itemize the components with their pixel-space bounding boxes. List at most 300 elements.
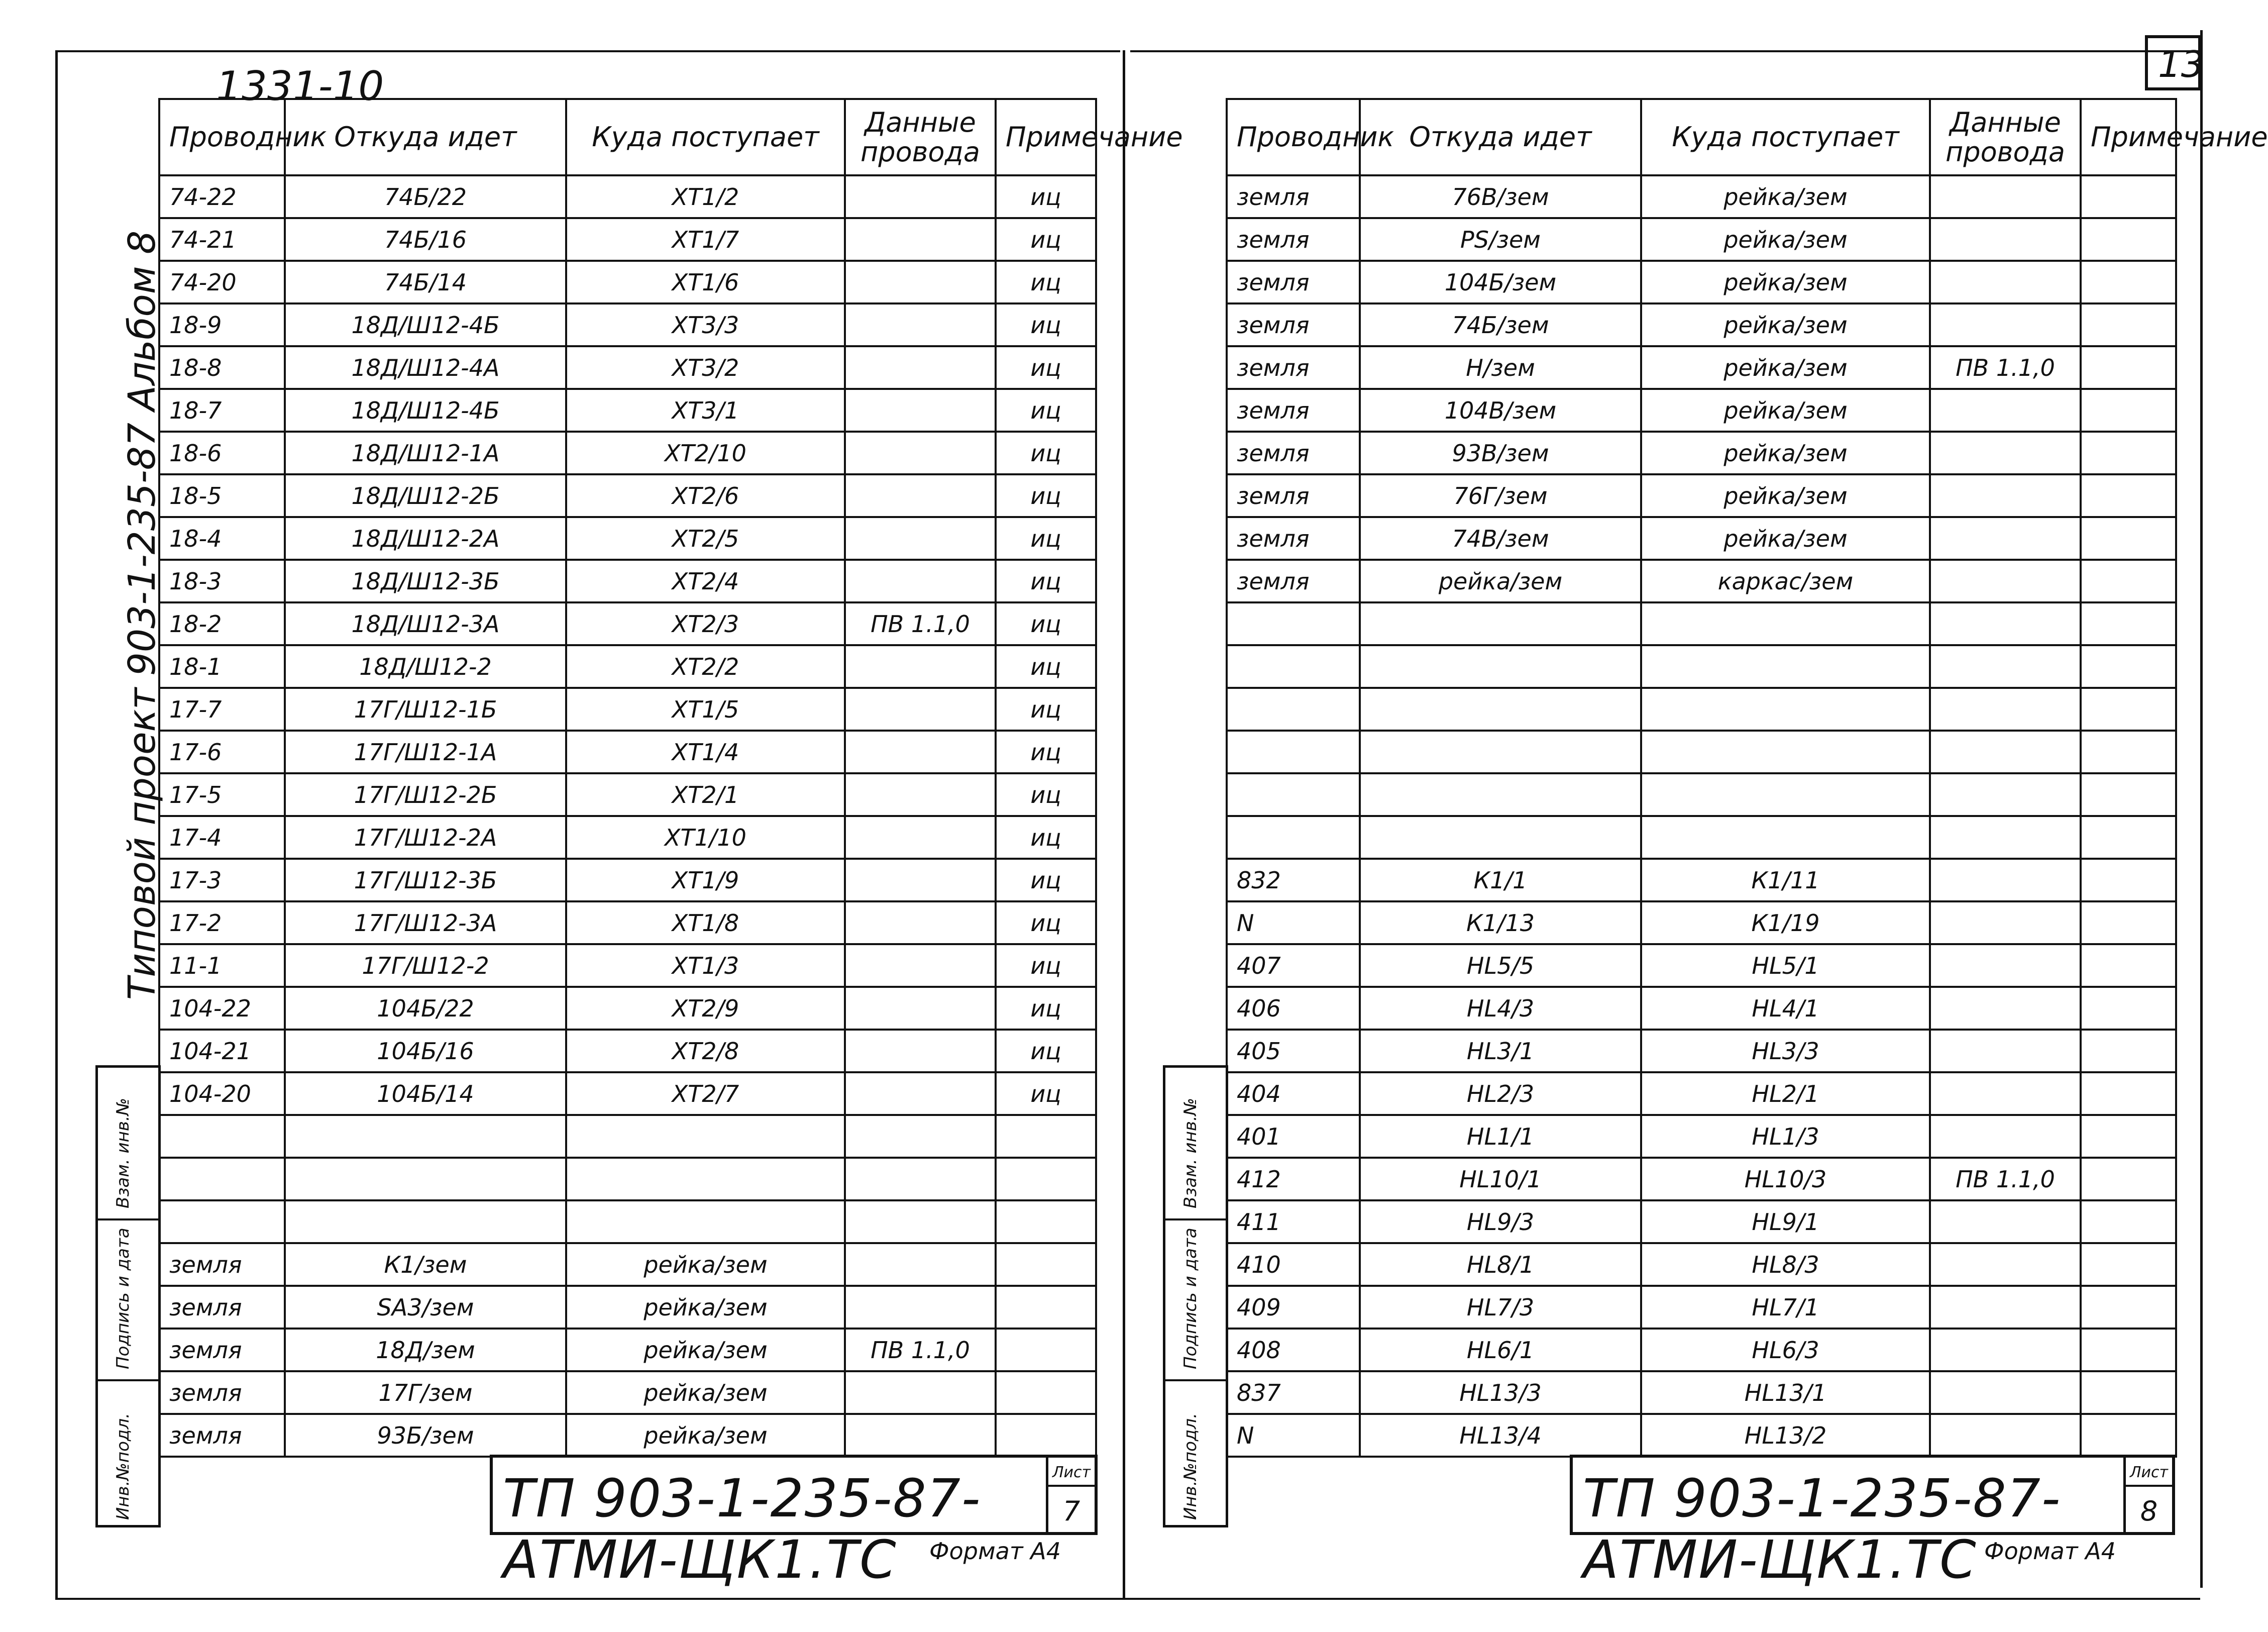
header-conductor: Проводник xyxy=(1227,99,1360,175)
side-title: Типовой проект 903-1-235-87 Альбом 8 xyxy=(121,230,164,1000)
table-row xyxy=(159,1030,1096,1072)
to-cell: XT1/3 xyxy=(566,944,845,987)
from-cell: 17Г/Ш12-3Б xyxy=(285,859,566,901)
to-cell: HL8/3 xyxy=(1641,1243,1930,1286)
conductor-cell: земля xyxy=(1227,218,1360,261)
wire-cell xyxy=(845,346,996,389)
conductor-cell: земля xyxy=(1227,346,1360,389)
from-cell: 74Б/22 xyxy=(285,175,566,218)
conductor-cell: земля xyxy=(1227,474,1360,517)
table-row xyxy=(159,1329,1096,1371)
note-cell xyxy=(996,1286,1096,1329)
to-cell: рейка/зем xyxy=(1641,303,1930,346)
wire-cell xyxy=(1930,1329,2081,1371)
conductor-cell xyxy=(1227,602,1360,645)
table-row xyxy=(159,346,1096,389)
to-cell: XT3/1 xyxy=(566,389,845,432)
left-stamp-code: ТП 903-1-235-87-АТМИ-ЩК1.ТС xyxy=(503,1468,982,1590)
from-cell: 104Б/22 xyxy=(285,987,566,1030)
table-row xyxy=(159,1115,1096,1158)
note-cell xyxy=(2081,517,2176,560)
from-cell: HL13/4 xyxy=(1360,1414,1641,1457)
conductor-cell: 104-21 xyxy=(159,1030,285,1072)
note-cell: иц xyxy=(996,303,1096,346)
to-cell: HL1/3 xyxy=(1641,1115,1930,1158)
from-cell: 18Д/Ш12-2А xyxy=(285,517,566,560)
table-row xyxy=(1227,731,2176,773)
wire-cell xyxy=(845,1200,996,1243)
to-cell: XT3/3 xyxy=(566,303,845,346)
wire-cell xyxy=(845,261,996,303)
table-row xyxy=(1227,474,2176,517)
table-row xyxy=(159,688,1096,731)
right-sheet-right-border xyxy=(2200,30,2203,1588)
wire-cell: ПВ 1.1,0 xyxy=(845,602,996,645)
from-cell xyxy=(1360,773,1641,816)
conductor-cell: 17-2 xyxy=(159,901,285,944)
side-stamp-inv-label: Инв.№подл. xyxy=(113,1413,133,1520)
right-sheet-cell xyxy=(2123,1458,2172,1532)
wire-cell xyxy=(1930,901,2081,944)
wire-cell xyxy=(1930,1286,2081,1329)
left-side-stamp xyxy=(95,1065,161,1527)
note-cell xyxy=(2081,261,2176,303)
to-cell: HL5/1 xyxy=(1641,944,1930,987)
from-cell: К1/зем xyxy=(285,1243,566,1286)
note-cell xyxy=(996,1371,1096,1414)
note-cell xyxy=(2081,645,2176,688)
to-cell: XT2/7 xyxy=(566,1072,845,1115)
conductor-cell xyxy=(1227,773,1360,816)
note-cell: иц xyxy=(996,1072,1096,1115)
wire-cell xyxy=(1930,1072,2081,1115)
from-cell xyxy=(285,1158,566,1200)
conductor-cell: 74-22 xyxy=(159,175,285,218)
to-cell: XT2/6 xyxy=(566,474,845,517)
table-row xyxy=(1227,346,2176,389)
wire-cell xyxy=(1930,773,2081,816)
wire-cell xyxy=(845,560,996,602)
to-cell: HL6/3 xyxy=(1641,1329,1930,1371)
left-sheet-cell xyxy=(1046,1458,1095,1532)
table-row xyxy=(159,517,1096,560)
from-cell: 104Б/16 xyxy=(285,1030,566,1072)
conductor-cell: земля xyxy=(159,1329,285,1371)
conductor-cell: земля xyxy=(1227,261,1360,303)
table-row xyxy=(159,560,1096,602)
conductor-cell: 18-4 xyxy=(159,517,285,560)
right-stamp-code: ТП 903-1-235-87-АТМИ-ЩК1.ТС xyxy=(1583,1468,2062,1590)
from-cell: К1/13 xyxy=(1360,901,1641,944)
to-cell xyxy=(1641,773,1930,816)
to-cell: XT2/2 xyxy=(566,645,845,688)
note-cell xyxy=(2081,175,2176,218)
note-cell xyxy=(2081,816,2176,859)
conductor-cell: 17-3 xyxy=(159,859,285,901)
table-row xyxy=(1227,218,2176,261)
sheet-bottom-border xyxy=(55,1598,2200,1600)
conductor-cell: земля xyxy=(1227,175,1360,218)
wire-cell xyxy=(1930,389,2081,432)
wire-cell xyxy=(845,1371,996,1414)
table-row xyxy=(1227,560,2176,602)
from-cell: 74Б/14 xyxy=(285,261,566,303)
table-row xyxy=(1227,688,2176,731)
table-row xyxy=(159,389,1096,432)
note-cell xyxy=(2081,944,2176,987)
to-cell: HL13/2 xyxy=(1641,1414,1930,1457)
wire-cell xyxy=(1930,560,2081,602)
from-cell: HL3/1 xyxy=(1360,1030,1641,1072)
table-row xyxy=(1227,1115,2176,1158)
wire-cell xyxy=(845,859,996,901)
note-cell xyxy=(2081,901,2176,944)
from-cell: HL8/1 xyxy=(1360,1243,1641,1286)
wire-cell: ПВ 1.1,0 xyxy=(1930,1158,2081,1200)
from-cell: 17Г/Ш12-1Б xyxy=(285,688,566,731)
from-cell: 76Г/зем xyxy=(1360,474,1641,517)
wire-cell xyxy=(845,901,996,944)
wire-cell xyxy=(1930,859,2081,901)
note-cell: иц xyxy=(996,560,1096,602)
right-side-stamp xyxy=(1163,1065,1228,1527)
conductor-cell: земля xyxy=(1227,389,1360,432)
conductor-cell: N xyxy=(1227,1414,1360,1457)
left-sheet-label: Лист xyxy=(1048,1461,1095,1487)
right-sheet-number: 8 xyxy=(2140,1495,2158,1527)
to-cell: рейка/зем xyxy=(1641,432,1930,474)
note-cell xyxy=(2081,1286,2176,1329)
to-cell: XT2/4 xyxy=(566,560,845,602)
document-number: 1331-10 xyxy=(216,63,384,110)
note-cell: иц xyxy=(996,517,1096,560)
left-format-label: Формат А4 xyxy=(929,1538,1061,1565)
table-row xyxy=(1227,816,2176,859)
table-row xyxy=(159,944,1096,987)
from-cell: 104В/зем xyxy=(1360,389,1641,432)
to-cell: XT1/4 xyxy=(566,731,845,773)
to-cell: HL4/1 xyxy=(1641,987,1930,1030)
table-row xyxy=(1227,773,2176,816)
from-cell xyxy=(1360,602,1641,645)
from-cell: 93Б/зем xyxy=(285,1414,566,1457)
note-cell xyxy=(2081,859,2176,901)
note-cell xyxy=(2081,560,2176,602)
from-cell: 17Г/зем xyxy=(285,1371,566,1414)
wire-cell xyxy=(845,432,996,474)
from-cell: HL4/3 xyxy=(1360,987,1641,1030)
wire-cell xyxy=(1930,218,2081,261)
wire-cell xyxy=(1930,645,2081,688)
from-cell: SA3/зем xyxy=(285,1286,566,1329)
to-cell xyxy=(1641,602,1930,645)
note-cell xyxy=(2081,1158,2176,1200)
left-table-header xyxy=(159,99,1096,175)
wire-cell xyxy=(1930,987,2081,1030)
note-cell: иц xyxy=(996,346,1096,389)
to-cell: рейка/зем xyxy=(566,1243,845,1286)
conductor-cell: 404 xyxy=(1227,1072,1360,1115)
left-sheet-left-border xyxy=(55,50,58,1598)
note-cell xyxy=(2081,773,2176,816)
conductor-cell: 18-7 xyxy=(159,389,285,432)
conductor-cell: 104-22 xyxy=(159,987,285,1030)
from-cell xyxy=(1360,645,1641,688)
to-cell: XT1/7 xyxy=(566,218,845,261)
wire-cell xyxy=(1930,261,2081,303)
note-cell xyxy=(2081,389,2176,432)
to-cell: HL2/1 xyxy=(1641,1072,1930,1115)
wire-cell xyxy=(1930,1243,2081,1286)
to-cell xyxy=(1641,688,1930,731)
table-row xyxy=(159,1371,1096,1414)
note-cell: иц xyxy=(996,175,1096,218)
right-sheet-top-border xyxy=(1130,50,2200,52)
to-cell: рейка/зем xyxy=(566,1329,845,1371)
from-cell: HL7/3 xyxy=(1360,1286,1641,1329)
right-wiring-table xyxy=(1226,98,2268,1458)
wire-cell xyxy=(845,688,996,731)
note-cell: иц xyxy=(996,859,1096,901)
to-cell xyxy=(566,1115,845,1158)
to-cell: XT1/9 xyxy=(566,859,845,901)
to-cell: рейка/зем xyxy=(1641,346,1930,389)
to-cell: рейка/зем xyxy=(1641,474,1930,517)
conductor-cell: 18-3 xyxy=(159,560,285,602)
table-row xyxy=(159,432,1096,474)
conductor-cell: 18-8 xyxy=(159,346,285,389)
conductor-cell: 17-5 xyxy=(159,773,285,816)
conductor-cell: 409 xyxy=(1227,1286,1360,1329)
wire-cell xyxy=(1930,1030,2081,1072)
conductor-cell xyxy=(1227,645,1360,688)
note-cell xyxy=(2081,1414,2176,1457)
wire-cell xyxy=(1930,1371,2081,1414)
from-cell xyxy=(285,1200,566,1243)
wire-cell xyxy=(845,474,996,517)
table-row xyxy=(159,731,1096,773)
conductor-cell: 18-1 xyxy=(159,645,285,688)
conductor-cell: 11-1 xyxy=(159,944,285,987)
conductor-cell: 17-6 xyxy=(159,731,285,773)
table-row xyxy=(1227,901,2176,944)
table-row xyxy=(159,1158,1096,1200)
note-cell: иц xyxy=(996,261,1096,303)
wire-cell xyxy=(1930,1115,2081,1158)
table-row xyxy=(1227,517,2176,560)
from-cell: 18Д/Ш12-1А xyxy=(285,432,566,474)
note-cell: иц xyxy=(996,688,1096,731)
from-cell: 17Г/Ш12-1А xyxy=(285,731,566,773)
from-cell: 18Д/Ш12-3А xyxy=(285,602,566,645)
header-note: Примечание xyxy=(996,99,1096,175)
to-cell xyxy=(1641,645,1930,688)
note-cell xyxy=(996,1243,1096,1286)
to-cell: К1/19 xyxy=(1641,901,1930,944)
from-cell: HL6/1 xyxy=(1360,1329,1641,1371)
left-sheet-number: 7 xyxy=(1062,1495,1081,1527)
wire-cell xyxy=(845,1030,996,1072)
wire-cell xyxy=(1930,944,2081,987)
from-cell: HL13/3 xyxy=(1360,1371,1641,1414)
table-row xyxy=(1227,1371,2176,1414)
conductor-cell: земля xyxy=(1227,517,1360,560)
note-cell xyxy=(996,1158,1096,1200)
conductor-cell: 74-20 xyxy=(159,261,285,303)
table-row xyxy=(159,602,1096,645)
conductor-cell xyxy=(1227,731,1360,773)
table-row xyxy=(1227,261,2176,303)
table-row xyxy=(1227,859,2176,901)
wire-cell xyxy=(845,1414,996,1457)
wire-cell xyxy=(845,389,996,432)
to-cell: XT2/9 xyxy=(566,987,845,1030)
table-row xyxy=(159,901,1096,944)
note-cell xyxy=(2081,987,2176,1030)
table-row xyxy=(1227,303,2176,346)
wire-cell xyxy=(1930,1414,2081,1457)
to-cell: XT1/2 xyxy=(566,175,845,218)
note-cell xyxy=(2081,1371,2176,1414)
from-cell: 104Б/зем xyxy=(1360,261,1641,303)
from-cell: HL5/5 xyxy=(1360,944,1641,987)
wire-cell xyxy=(845,731,996,773)
note-cell: иц xyxy=(996,816,1096,859)
conductor-cell: 17-7 xyxy=(159,688,285,731)
note-cell xyxy=(2081,1329,2176,1371)
side-stamp-sign-label: Подпись и дата xyxy=(113,1228,133,1369)
note-cell: иц xyxy=(996,1030,1096,1072)
header-conductor: Проводник xyxy=(159,99,285,175)
conductor-cell: земля xyxy=(159,1371,285,1414)
table-row xyxy=(1227,1286,2176,1329)
conductor-cell: 74-21 xyxy=(159,218,285,261)
to-cell: XT1/10 xyxy=(566,816,845,859)
from-cell: рейка/зем xyxy=(1360,560,1641,602)
table-row xyxy=(159,474,1096,517)
to-cell: XT3/2 xyxy=(566,346,845,389)
wire-cell xyxy=(1930,688,2081,731)
to-cell: XT2/1 xyxy=(566,773,845,816)
to-cell xyxy=(566,1200,845,1243)
conductor-cell: земля xyxy=(1227,432,1360,474)
note-cell: иц xyxy=(996,602,1096,645)
table-row xyxy=(1227,1030,2176,1072)
conductor-cell: 411 xyxy=(1227,1200,1360,1243)
conductor-cell: 837 xyxy=(1227,1371,1360,1414)
note-cell xyxy=(2081,1072,2176,1115)
table-row xyxy=(159,1414,1096,1457)
conductor-cell xyxy=(1227,816,1360,859)
left-sheet-top-border xyxy=(55,50,1120,52)
wire-cell xyxy=(845,1243,996,1286)
conductor-cell: земля xyxy=(159,1414,285,1457)
to-cell: рейка/зем xyxy=(1641,517,1930,560)
right-table-header xyxy=(1227,99,2176,175)
to-cell: XT1/6 xyxy=(566,261,845,303)
to-cell: рейка/зем xyxy=(566,1286,845,1329)
conductor-cell: 408 xyxy=(1227,1329,1360,1371)
header-to: Куда поступает xyxy=(566,99,845,175)
note-cell xyxy=(2081,1115,2176,1158)
from-cell: 74Б/16 xyxy=(285,218,566,261)
header-to: Куда поступает xyxy=(1641,99,1930,175)
wire-cell xyxy=(1930,517,2081,560)
note-cell xyxy=(2081,218,2176,261)
conductor-cell: 18-9 xyxy=(159,303,285,346)
right-sheet-label: Лист xyxy=(2126,1461,2172,1487)
wire-cell xyxy=(1930,474,2081,517)
conductor-cell: 832 xyxy=(1227,859,1360,901)
note-cell xyxy=(2081,303,2176,346)
note-cell xyxy=(2081,432,2176,474)
wire-cell xyxy=(845,645,996,688)
note-cell: иц xyxy=(996,901,1096,944)
note-cell: иц xyxy=(996,987,1096,1030)
table-row xyxy=(159,261,1096,303)
to-cell: рейка/зем xyxy=(1641,218,1930,261)
from-cell: 74Б/зем xyxy=(1360,303,1641,346)
table-row xyxy=(159,175,1096,218)
to-cell xyxy=(566,1158,845,1200)
from-cell: HL9/3 xyxy=(1360,1200,1641,1243)
table-row xyxy=(1227,175,2176,218)
to-cell: HL9/1 xyxy=(1641,1200,1930,1243)
top-sheet-number: 13 xyxy=(2158,43,2204,85)
wire-cell xyxy=(845,944,996,987)
wire-cell xyxy=(845,175,996,218)
table-row xyxy=(1227,1200,2176,1243)
from-cell: 76В/зем xyxy=(1360,175,1641,218)
table-row xyxy=(1227,389,2176,432)
conductor-cell: 406 xyxy=(1227,987,1360,1030)
from-cell: 17Г/Ш12-3А xyxy=(285,901,566,944)
header-wire: Данные провода xyxy=(1930,99,2081,175)
table-row xyxy=(1227,1329,2176,1371)
conductor-cell xyxy=(159,1115,285,1158)
right-side-stamp-inv-label: Инв.№подл. xyxy=(1180,1413,1201,1520)
note-cell: иц xyxy=(996,432,1096,474)
note-cell xyxy=(2081,688,2176,731)
wire-cell: ПВ 1.1,0 xyxy=(1930,346,2081,389)
table-row xyxy=(1227,944,2176,987)
note-cell xyxy=(2081,346,2176,389)
from-cell xyxy=(1360,731,1641,773)
from-cell: 17Г/Ш12-2А xyxy=(285,816,566,859)
from-cell: 74В/зем xyxy=(1360,517,1641,560)
conductor-cell xyxy=(159,1158,285,1200)
from-cell: 18Д/Ш12-3Б xyxy=(285,560,566,602)
wire-cell xyxy=(845,773,996,816)
from-cell: 18Д/Ш12-4Б xyxy=(285,389,566,432)
table-row xyxy=(1227,432,2176,474)
table-row xyxy=(159,645,1096,688)
from-cell: Н/зем xyxy=(1360,346,1641,389)
wire-cell xyxy=(1930,432,2081,474)
wire-cell xyxy=(845,1115,996,1158)
left-wiring-table xyxy=(158,98,1183,1458)
from-cell: HL10/1 xyxy=(1360,1158,1641,1200)
to-cell: каркас/зем xyxy=(1641,560,1930,602)
table-row xyxy=(159,859,1096,901)
note-cell xyxy=(2081,1200,2176,1243)
conductor-cell: 18-5 xyxy=(159,474,285,517)
from-cell: PS/зем xyxy=(1360,218,1641,261)
header-from: Откуда идет xyxy=(285,99,566,175)
conductor-cell: N xyxy=(1227,901,1360,944)
conductor-cell: 17-4 xyxy=(159,816,285,859)
note-cell xyxy=(996,1115,1096,1158)
